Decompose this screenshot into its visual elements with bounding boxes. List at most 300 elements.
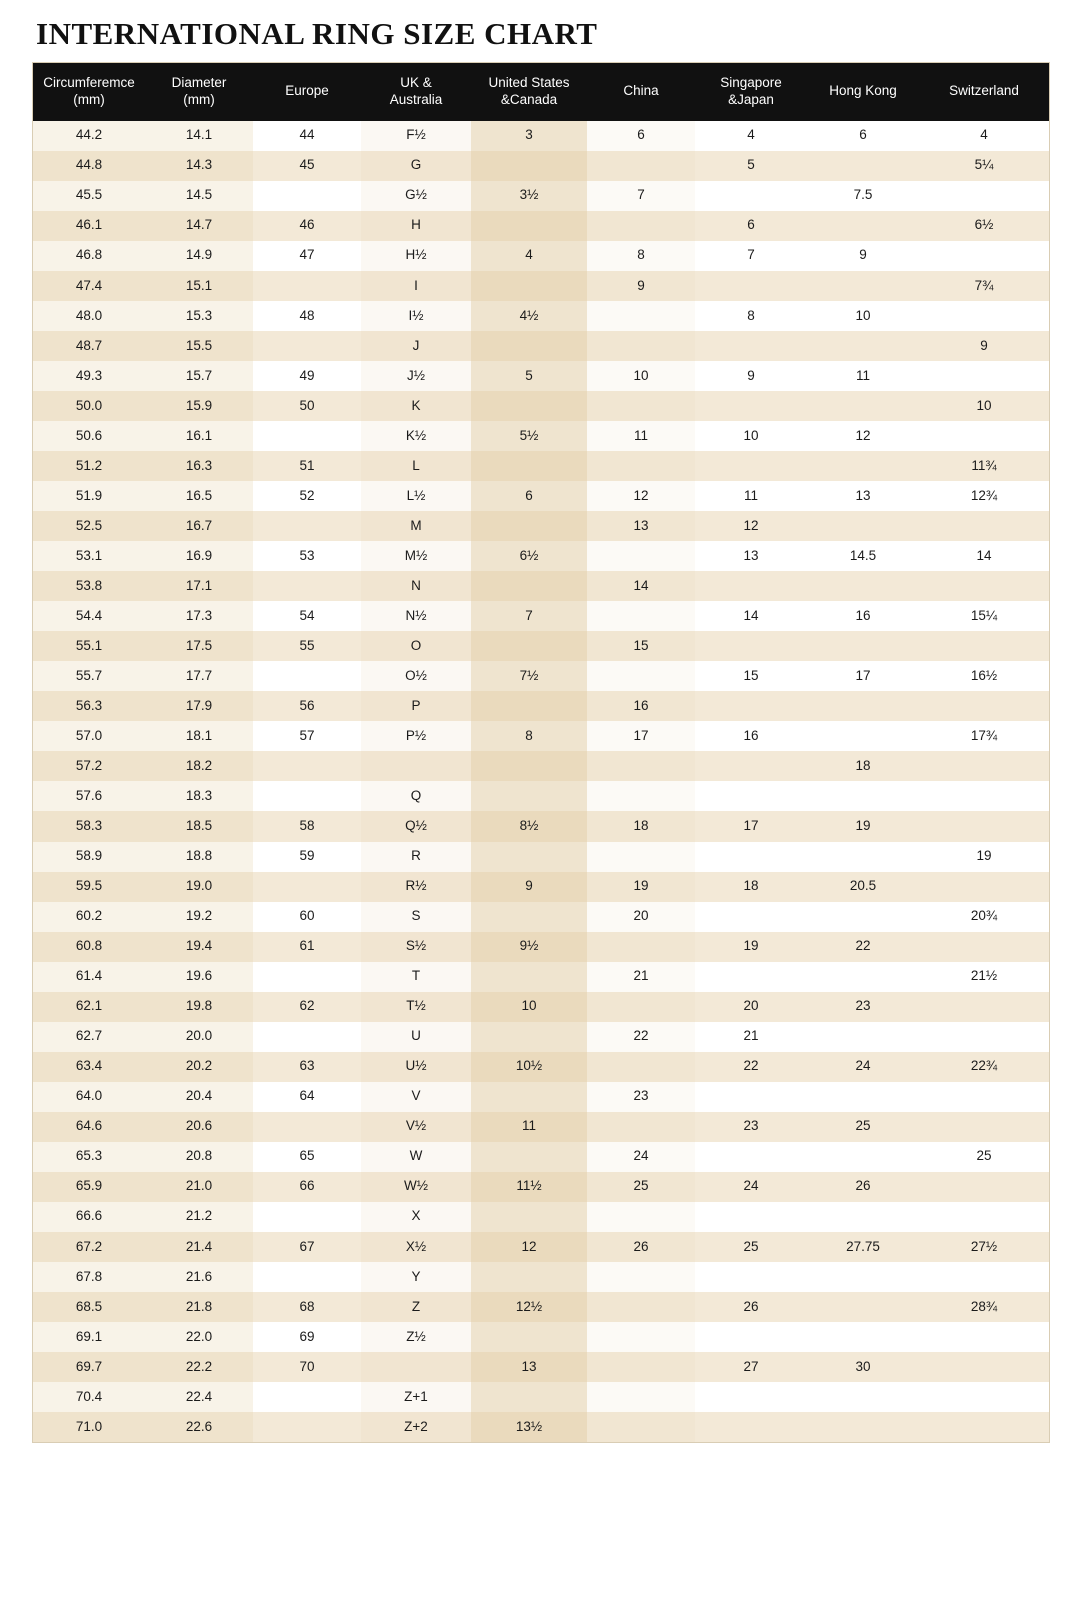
table-cell <box>695 1262 807 1292</box>
table-row <box>33 842 1049 872</box>
table-cell: 55.1 <box>33 631 145 661</box>
table-cell: L½ <box>361 481 471 511</box>
table-cell: 16.1 <box>145 421 253 451</box>
column-header-2 <box>253 63 361 121</box>
table-row <box>33 992 1049 1022</box>
table-cell: M½ <box>361 541 471 571</box>
table-cell: 21½ <box>970 968 998 984</box>
column-header-8 <box>919 63 1049 121</box>
table-cell <box>919 301 1049 331</box>
table-cell: Y <box>361 1262 471 1292</box>
table-cell <box>587 1412 695 1442</box>
column-header-line: Hong Kong <box>829 83 897 99</box>
table-row <box>33 691 1049 721</box>
table-cell <box>807 691 919 721</box>
table-cell: 51 <box>299 457 315 473</box>
table-cell <box>919 1412 1049 1442</box>
table-cell: 14 <box>743 607 759 623</box>
table-row <box>33 331 1049 361</box>
table-cell: 16.9 <box>145 541 253 571</box>
table-cell: 19.2 <box>145 902 253 932</box>
table-cell: I <box>361 271 471 301</box>
table-cell: 9 <box>471 872 587 902</box>
table-cell: 6 <box>859 127 867 143</box>
table-cell <box>919 1112 1049 1142</box>
table-cell: 17 <box>587 721 695 751</box>
table-cell <box>471 962 587 992</box>
table-cell: 20 <box>587 902 695 932</box>
table-cell: 23 <box>587 1082 695 1112</box>
table-cell: 44.8 <box>33 151 145 181</box>
table-cell: 53 <box>299 547 315 563</box>
table-cell: 12 <box>587 481 695 511</box>
table-cell <box>587 1262 695 1292</box>
table-cell: 21.8 <box>145 1292 253 1322</box>
table-cell: 15.9 <box>145 391 253 421</box>
table-cell: 69.1 <box>33 1322 145 1352</box>
table-cell: 45.5 <box>33 181 145 211</box>
table-cell: 14.7 <box>145 211 253 241</box>
table-cell <box>919 751 1049 781</box>
table-cell: 9½ <box>471 932 587 962</box>
table-cell: 15 <box>587 631 695 661</box>
table-cell: 12¾ <box>970 487 998 503</box>
table-cell <box>587 211 695 241</box>
table-cell: 16 <box>855 607 871 623</box>
table-cell: 69.7 <box>33 1352 145 1382</box>
table-cell: 57.2 <box>33 751 145 781</box>
table-cell <box>919 1382 1049 1412</box>
table-cell <box>807 1142 919 1172</box>
table-cell: 51.2 <box>33 451 145 481</box>
table-cell: 13 <box>587 511 695 541</box>
table-cell: 20.5 <box>849 878 877 894</box>
table-cell: 20.0 <box>145 1022 253 1052</box>
table-cell <box>471 842 587 872</box>
table-row <box>33 781 1049 811</box>
table-cell: 13 <box>471 1352 587 1382</box>
table-cell: 44 <box>299 127 315 143</box>
table-cell <box>919 992 1049 1022</box>
table-cell: 60.2 <box>33 902 145 932</box>
table-cell: 7 <box>747 247 755 263</box>
table-cell: G½ <box>361 181 471 211</box>
table-cell: 44.2 <box>33 121 145 151</box>
table-cell <box>919 361 1049 391</box>
table-cell <box>471 451 587 481</box>
table-cell: 24 <box>855 1058 871 1074</box>
table-cell: 18.5 <box>145 811 253 841</box>
table-cell <box>919 1202 1049 1232</box>
column-header-line: UK & <box>400 75 432 90</box>
table-cell: 26 <box>743 1298 759 1314</box>
table-cell <box>695 751 807 781</box>
table-cell: 22 <box>587 1022 695 1052</box>
table-row <box>33 571 1049 601</box>
table-cell <box>471 781 587 811</box>
table-cell: 62.7 <box>33 1022 145 1052</box>
table-row <box>33 211 1049 241</box>
table-cell: 14.1 <box>145 121 253 151</box>
table-cell: 68 <box>299 1298 315 1314</box>
table-cell: 6 <box>471 481 587 511</box>
table-row <box>33 1022 1049 1052</box>
table-cell: 17 <box>855 667 871 683</box>
table-cell <box>587 541 695 571</box>
table-row <box>33 421 1049 451</box>
table-cell: 28¾ <box>970 1298 998 1314</box>
table-cell: 14 <box>976 547 992 563</box>
table-cell: 20.4 <box>145 1082 253 1112</box>
table-cell: 27.75 <box>846 1238 880 1254</box>
table-cell: 67 <box>299 1238 315 1254</box>
table-cell: 14.3 <box>145 151 253 181</box>
table-cell: 26 <box>855 1178 871 1194</box>
table-cell: 69 <box>299 1328 315 1344</box>
table-row <box>33 1382 1049 1412</box>
table-cell: 5¼ <box>974 157 994 173</box>
table-cell <box>471 1202 587 1232</box>
table-cell <box>361 751 471 781</box>
table-cell: 15¼ <box>970 607 998 623</box>
table-cell: X½ <box>361 1232 471 1262</box>
table-cell <box>471 1262 587 1292</box>
table-cell: 17¾ <box>970 727 998 743</box>
table-cell: 16.3 <box>145 451 253 481</box>
table-cell: 4 <box>980 127 988 143</box>
table-cell: Q½ <box>361 811 471 841</box>
table-cell <box>471 1322 587 1352</box>
table-cell: 12 <box>743 517 759 533</box>
table-cell: 60 <box>299 908 315 924</box>
table-cell: Z+1 <box>361 1382 471 1412</box>
table-cell: Z+2 <box>361 1412 471 1442</box>
table-cell: 67.8 <box>33 1262 145 1292</box>
table-cell: W <box>361 1142 471 1172</box>
table-cell: G <box>361 151 471 181</box>
table-cell: 17.5 <box>145 631 253 661</box>
table-cell: 10 <box>743 427 759 443</box>
table-cell <box>253 1022 361 1052</box>
table-cell: 22.2 <box>145 1352 253 1382</box>
table-row <box>33 661 1049 691</box>
table-cell: 7 <box>471 601 587 631</box>
table-cell: 58.3 <box>33 811 145 841</box>
table-row <box>33 1112 1049 1142</box>
table-cell <box>587 151 695 181</box>
table-cell <box>695 331 807 361</box>
table-cell: 9 <box>587 271 695 301</box>
table-cell <box>471 1142 587 1172</box>
table-row <box>33 1262 1049 1292</box>
table-cell <box>807 271 919 301</box>
table-cell <box>587 1352 695 1382</box>
table-cell <box>807 1262 919 1292</box>
table-cell: 14.5 <box>145 181 253 211</box>
table-cell <box>587 601 695 631</box>
table-cell: S <box>361 902 471 932</box>
table-cell <box>471 1022 587 1052</box>
column-header-line: Switzerland <box>949 83 1019 99</box>
table-row <box>33 181 1049 211</box>
table-cell <box>253 1202 361 1232</box>
table-cell <box>471 691 587 721</box>
column-header-3 <box>361 63 471 121</box>
table-cell: 8½ <box>471 811 587 841</box>
table-cell <box>253 181 361 211</box>
table-cell <box>695 271 807 301</box>
table-cell: 66.6 <box>33 1202 145 1232</box>
table-cell: H½ <box>361 241 471 271</box>
table-cell <box>695 1202 807 1232</box>
table-cell: 5 <box>747 157 755 173</box>
table-cell: 14.9 <box>145 241 253 271</box>
table-row <box>33 1292 1049 1322</box>
table-cell: 6½ <box>471 541 587 571</box>
ring-size-table <box>33 63 1049 1442</box>
table-row <box>33 1202 1049 1232</box>
column-header-line: (mm) <box>183 91 215 107</box>
table-row <box>33 121 1049 151</box>
table-cell <box>471 902 587 932</box>
table-cell: 19 <box>976 848 992 864</box>
table-cell: O½ <box>361 661 471 691</box>
column-header-line: Australia <box>389 91 443 107</box>
table-cell: 59 <box>299 848 315 864</box>
table-cell <box>807 1322 919 1352</box>
table-cell <box>807 842 919 872</box>
table-cell: V <box>361 1082 471 1112</box>
table-cell <box>919 1082 1049 1112</box>
table-cell <box>695 902 807 932</box>
table-row <box>33 932 1049 962</box>
table-row <box>33 631 1049 661</box>
table-cell <box>253 511 361 541</box>
table-cell: 24 <box>743 1178 759 1194</box>
table-cell: N <box>361 571 471 601</box>
table-cell: 11 <box>743 487 758 503</box>
table-cell: 17 <box>743 818 759 834</box>
table-cell: 20.2 <box>145 1052 253 1082</box>
table-cell: 16.7 <box>145 511 253 541</box>
table-cell <box>695 842 807 872</box>
table-cell: 6½ <box>974 217 994 233</box>
table-cell: 18 <box>743 878 759 894</box>
table-cell: 10½ <box>471 1052 587 1082</box>
table-cell <box>807 962 919 992</box>
table-cell <box>695 181 807 211</box>
table-row <box>33 601 1049 631</box>
table-cell: 50.0 <box>33 391 145 421</box>
table-cell <box>695 781 807 811</box>
table-cell: N½ <box>361 601 471 631</box>
table-row <box>33 451 1049 481</box>
table-cell: 12 <box>471 1232 587 1262</box>
table-cell <box>587 992 695 1022</box>
table-cell: 56 <box>299 697 315 713</box>
table-row <box>33 481 1049 511</box>
table-cell: 48.7 <box>33 331 145 361</box>
table-cell: Q <box>361 781 471 811</box>
table-cell: 71.0 <box>33 1412 145 1442</box>
table-cell: U½ <box>361 1052 471 1082</box>
table-cell <box>695 1322 807 1352</box>
table-cell: R <box>361 842 471 872</box>
table-row <box>33 391 1049 421</box>
table-cell: 68.5 <box>33 1292 145 1322</box>
table-cell: 21.2 <box>145 1202 253 1232</box>
table-cell <box>919 1172 1049 1202</box>
table-cell <box>919 781 1049 811</box>
table-cell: 70.4 <box>33 1382 145 1412</box>
table-row <box>33 1232 1049 1262</box>
table-cell: 16.5 <box>145 481 253 511</box>
table-cell: 21.0 <box>145 1172 253 1202</box>
table-cell <box>807 331 919 361</box>
table-cell: 5½ <box>471 421 587 451</box>
table-cell <box>471 1382 587 1412</box>
table-cell: 6 <box>747 217 755 233</box>
table-cell <box>587 1112 695 1142</box>
table-cell: P <box>361 691 471 721</box>
table-cell: 52 <box>299 487 315 503</box>
table-row <box>33 1082 1049 1112</box>
table-cell: 17.9 <box>145 691 253 721</box>
table-cell: 25 <box>587 1172 695 1202</box>
table-cell <box>587 1322 695 1352</box>
table-cell: F½ <box>361 121 471 151</box>
table-cell: 55.7 <box>33 661 145 691</box>
table-cell: 30 <box>855 1358 871 1374</box>
table-cell <box>587 781 695 811</box>
table-cell: 63.4 <box>33 1052 145 1082</box>
table-cell: 45 <box>299 157 315 173</box>
table-cell: 22¾ <box>970 1058 998 1074</box>
table-cell <box>587 1382 695 1412</box>
table-cell: 55 <box>299 637 315 653</box>
table-cell <box>807 781 919 811</box>
table-cell <box>919 241 1049 271</box>
table-cell: 18 <box>855 758 871 773</box>
table-cell <box>471 331 587 361</box>
column-header-0 <box>33 63 145 121</box>
table-cell: 25 <box>976 1148 992 1164</box>
column-header-4 <box>471 63 587 121</box>
table-cell <box>253 1262 361 1292</box>
table-cell <box>587 451 695 481</box>
column-header-5 <box>587 63 695 121</box>
table-row <box>33 751 1049 781</box>
column-header-line: &Canada <box>500 91 558 107</box>
table-cell: 20¾ <box>970 908 998 924</box>
table-cell: 15.5 <box>145 331 253 361</box>
table-cell <box>919 932 1049 962</box>
table-cell: 58.9 <box>33 842 145 872</box>
table-cell: 66 <box>299 1178 315 1194</box>
table-cell <box>807 211 919 241</box>
table-cell <box>695 691 807 721</box>
table-cell: 47.4 <box>33 271 145 301</box>
table-cell: 11 <box>471 1112 587 1142</box>
column-header-line: &Japan <box>728 91 774 107</box>
table-cell: 9 <box>980 337 988 353</box>
table-cell: 12½ <box>471 1292 587 1322</box>
table-cell: 4½ <box>471 301 587 331</box>
table-cell <box>253 661 361 691</box>
table-cell <box>253 421 361 451</box>
table-cell <box>807 571 919 601</box>
table-cell: 57.6 <box>33 781 145 811</box>
table-cell <box>807 1022 919 1052</box>
table-cell: 16 <box>587 691 695 721</box>
table-cell: 21.6 <box>145 1262 253 1292</box>
table-cell: 47 <box>299 247 315 263</box>
table-cell: 19.0 <box>145 872 253 902</box>
table-cell <box>587 842 695 872</box>
table-cell: 52.5 <box>33 511 145 541</box>
table-cell: 54.4 <box>33 601 145 631</box>
table-cell <box>919 571 1049 601</box>
table-cell: 19.8 <box>145 992 253 1022</box>
table-cell: 51.9 <box>33 481 145 511</box>
table-cell: 22.0 <box>145 1322 253 1352</box>
table-cell: 7½ <box>471 661 587 691</box>
table-row <box>33 301 1049 331</box>
table-cell <box>919 1352 1049 1382</box>
table-cell: 8 <box>747 307 755 323</box>
table-cell: 19 <box>743 938 759 954</box>
table-row <box>33 271 1049 301</box>
table-cell: 20.6 <box>145 1112 253 1142</box>
table-cell: 10 <box>587 361 695 391</box>
table-cell: 23 <box>855 998 871 1014</box>
table-cell <box>587 391 695 421</box>
table-cell: U <box>361 1022 471 1052</box>
column-header-line: Singapore <box>720 75 782 90</box>
table-cell: 21 <box>587 962 695 992</box>
table-cell <box>587 661 695 691</box>
table-cell: 7 <box>587 181 695 211</box>
table-cell: 19 <box>855 818 871 834</box>
table-cell <box>587 301 695 331</box>
table-cell: 27½ <box>970 1238 998 1254</box>
table-cell: 11 <box>587 421 695 451</box>
table-cell <box>471 211 587 241</box>
table-cell <box>695 571 807 601</box>
table-cell: 46.1 <box>33 211 145 241</box>
table-cell: 53.8 <box>33 571 145 601</box>
table-cell <box>471 271 587 301</box>
table-cell: 21 <box>743 1028 759 1044</box>
page-title: INTERNATIONAL RING SIZE CHART <box>36 16 598 51</box>
table-cell <box>253 1382 361 1412</box>
table-cell: W½ <box>361 1172 471 1202</box>
table-cell: 50 <box>299 397 315 413</box>
table-row <box>33 541 1049 571</box>
table-cell <box>471 151 587 181</box>
table-cell: 48.0 <box>33 301 145 331</box>
table-row <box>33 872 1049 902</box>
table-cell <box>471 571 587 601</box>
table-cell: O <box>361 631 471 661</box>
table-cell: 18.3 <box>145 781 253 811</box>
table-cell: J <box>361 331 471 361</box>
table-cell: X <box>361 1202 471 1232</box>
table-header <box>33 63 1049 121</box>
table-cell <box>253 1112 361 1142</box>
table-cell: S½ <box>361 932 471 962</box>
column-header-1 <box>145 63 253 121</box>
